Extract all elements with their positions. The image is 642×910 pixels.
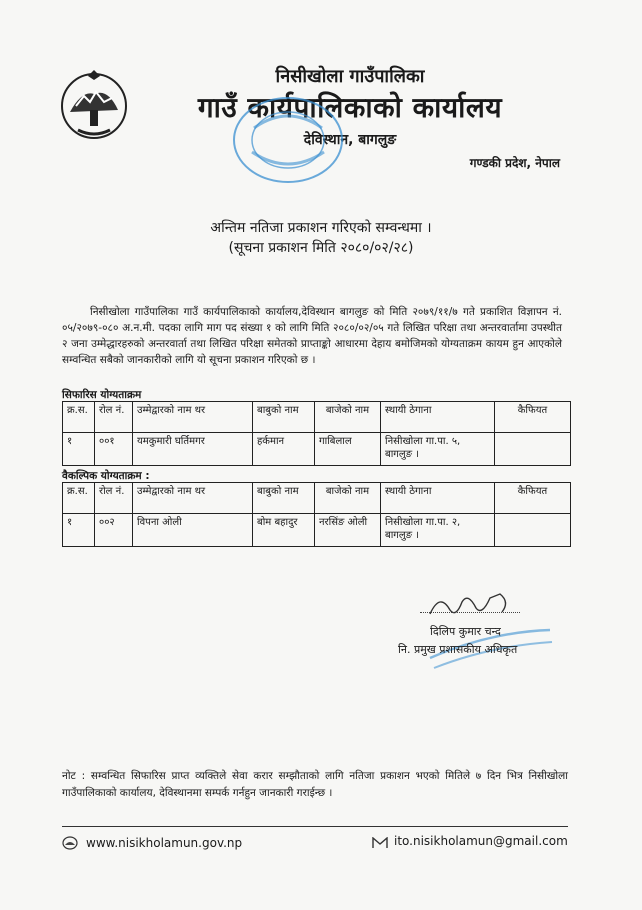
- table-cell: निसीखोला गा.पा. ५, बागलुङ ।: [381, 433, 495, 466]
- table-cell: नरसिंङ ओली: [315, 514, 381, 547]
- alternate-label: वैकल्पिक योग्यताक्रम :: [62, 470, 150, 482]
- nepal-emblem-icon: [56, 66, 132, 142]
- mail-icon: [372, 837, 388, 849]
- table-cell: यमकुमारी घर्तिमगर: [133, 433, 253, 466]
- col-header: बाबुको नाम: [253, 483, 315, 514]
- office-seal-stamp: [228, 90, 348, 190]
- recommended-label: सिफारिस योग्यताक्रम: [62, 389, 142, 401]
- col-header: उम्मेद्वारको नाम थर: [133, 483, 253, 514]
- signer-title: नि. प्रमुख प्रशासकीय अधिकृत: [398, 643, 518, 656]
- footer-divider: [62, 826, 568, 827]
- table-cell: निसीखोला गा.पा. २, बागलुङ ।: [381, 514, 495, 547]
- table-row: [63, 514, 571, 547]
- website-link[interactable]: www.nisikholamun.gov.np: [86, 836, 243, 850]
- table-cell: हर्कमान: [253, 433, 315, 466]
- col-header: बाबुको नाम: [253, 402, 315, 433]
- table-cell: १: [63, 514, 95, 547]
- col-header: बाजेको नाम: [315, 402, 381, 433]
- table-cell: गाबिलाल: [315, 433, 381, 466]
- table-cell: ००१: [95, 433, 133, 466]
- province-label: गण्डकी प्रदेश, नेपाल: [469, 156, 560, 170]
- table-cell: [495, 433, 571, 466]
- col-header: रोल नं.: [95, 483, 133, 514]
- subject-date: (सूचना प्रकाशन मिति २०८०/०२/२८): [228, 240, 414, 256]
- recommended-table: [62, 401, 571, 466]
- signer-name: दिलिप कुमार चन्द: [430, 625, 501, 638]
- col-header: कैफियत: [495, 483, 571, 514]
- alternate-table: [62, 482, 571, 547]
- table-cell: बोम बहादुर: [253, 514, 315, 547]
- col-header: क्र.स.: [63, 402, 95, 433]
- table-row: [63, 433, 571, 466]
- col-header: कैफियत: [495, 402, 571, 433]
- table-header-row: [63, 483, 571, 514]
- col-header: स्थायी ठेगाना: [381, 483, 495, 514]
- col-header: रोल नं.: [95, 402, 133, 433]
- subject-title: अन्तिम नतिजा प्रकाशन गरिएको सम्वन्धमा ।: [210, 220, 432, 236]
- table-cell: १: [63, 433, 95, 466]
- municipality-name: निसीखोला गाउँपालिका: [275, 66, 425, 87]
- col-header: क्र.स.: [63, 483, 95, 514]
- emblem-small-icon: [62, 836, 78, 850]
- table-header-row: [63, 402, 571, 433]
- office-name: गाउँ कार्यपालिकाको कार्यालय: [197, 91, 503, 124]
- col-header: उम्मेद्वारको नाम थर: [133, 402, 253, 433]
- table-cell: ००२: [95, 514, 133, 547]
- email-link[interactable]: ito.nisikholamun@gmail.com: [394, 834, 568, 848]
- office-address: देविस्थान, बागलुङ: [303, 132, 397, 148]
- table-cell: [495, 514, 571, 547]
- table-cell: विपना ओली: [133, 514, 253, 547]
- notice-body: निसीखोला गाउँपालिका गाउँ कार्यपालिकाको कार्यालय,देविस्थान बागलुङ को मिति २०७९/११/७ गते प्रकाशित विज्ञापन नं. ०५/२०७९-०८० अ.न.मी. पदका लागि माग पद संख्या १ को लागि मिति २०८०/०२/०५ गते लिखित परिक्षा तथा अन्तरवार्तामा उपस्थीत २ जना उम्मेद्धारहरुको अन्तरवार्ता तथा लिखित परिक्षा समेतको प्राप्ताङ्को आधारमा देहाय बमोजिमको योग्यताक्रम कायम हुन आएकोले सम्वन्धित सबैको जानकारीको लागि यो सूचना प्रकाशन गरिएको छ ।: [62, 306, 562, 366]
- footnote: नोट : सम्वन्धित सिफारिस प्राप्त व्यक्तिले सेवा करार सम्झौताको लागि नतिजा प्रकाशन भएको मितिले ७ दिन भित्र निसीखोला गाउँपालिकाको कार्यालय, देविस्थानमा सम्पर्क गर्नहुन जानकारी गराईन्छ ।: [62, 770, 568, 799]
- col-header: स्थायी ठेगाना: [381, 402, 495, 433]
- col-header: बाजेको नाम: [315, 483, 381, 514]
